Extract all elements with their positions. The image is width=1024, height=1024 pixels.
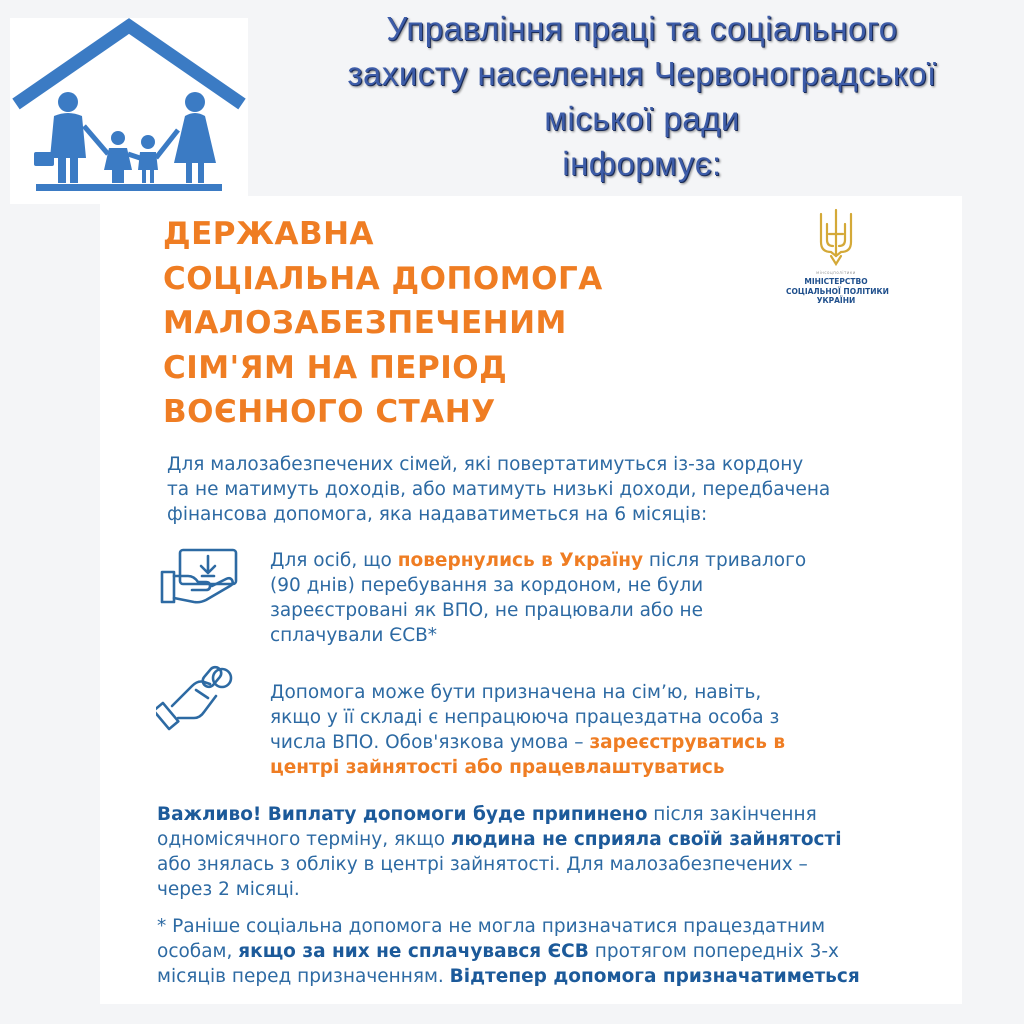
header-line: захисту населення Червоноградської <box>347 55 937 92</box>
title-line: ДЕРЖАВНА <box>163 216 375 252</box>
important-text: одномісячного терміну, якщо <box>157 829 451 850</box>
item1-line: зареєстровані як ВПО, не працювали або не <box>270 600 704 621</box>
organization-logo <box>10 18 248 204</box>
important-line: або знялась з обліку в центрі зайнятості. Для малозабезпечених – <box>157 854 808 875</box>
ministry-logo <box>786 206 889 306</box>
title-line: СІМ'ЯМ НА ПЕРІОД <box>163 349 508 386</box>
item2-highlight: центрі зайнятості або працевлаштуватись <box>270 757 725 778</box>
footnote-text: протягом попередніх 3-х <box>588 941 839 962</box>
important-note <box>157 802 947 902</box>
header-title <box>292 6 992 186</box>
item1-text: після тривалого <box>643 550 807 571</box>
title-line: СОЦІАЛЬНА ДОПОМОГА <box>163 260 603 297</box>
item1-text: Для осіб, що <box>270 550 398 571</box>
header-line: міської ради <box>544 100 740 137</box>
footnote-bold: якщо за них не сплачувався ЄСВ <box>238 941 589 962</box>
intro-line: та не матимуть доходів, або матимуть низькі доходи, передбачена <box>167 479 831 500</box>
hand-money-icon <box>158 546 242 612</box>
header-line: інформує: <box>562 145 722 182</box>
ministry-name-line: СОЦІАЛЬНОЇ ПОЛІТИКИ <box>786 286 889 296</box>
item1-line: сплачували ЄСВ* <box>270 625 438 646</box>
item-family-assistance <box>270 680 950 780</box>
important-bold: Важливо! Виплату допомоги буде припинено <box>157 804 648 825</box>
item2-line: Допомога може бути призначена на сім’ю, навіть, <box>270 682 762 703</box>
item-returned-persons <box>270 548 920 648</box>
info-card <box>100 196 962 1004</box>
title-line: МАЛОЗАБЕЗПЕЧЕНИМ <box>163 305 567 341</box>
ministry-name-line: МІНІСТЕРСТВО <box>804 277 868 286</box>
footnote-bold: Відтепер допомога призначатиметься <box>449 966 860 987</box>
item1-highlight: повернулись в Україну <box>397 550 644 571</box>
important-bold: людина не сприяла своїй зайнятості <box>450 829 842 850</box>
item2-line: якщо у її складі є непрацююча працездатна особа з <box>270 707 780 728</box>
item2-text: числа ВПО. Обов'язкова умова – <box>270 732 590 753</box>
intro-line: фінансова допомога, яка надаватиметься на 6 місяців: <box>167 504 708 525</box>
house-family-icon <box>10 18 248 204</box>
trident-emblem-icon <box>813 206 859 268</box>
ministry-name <box>786 277 889 306</box>
hand-coin-icon <box>156 660 238 732</box>
footnote-text: місяців перед призначенням. <box>157 966 450 987</box>
important-line: через 2 місяці. <box>157 879 300 900</box>
ministry-small-text: мінсоцполітики <box>816 270 856 275</box>
header-line: Управління праці та соціального <box>386 10 898 47</box>
ministry-name-line: УКРАЇНИ <box>816 296 856 305</box>
item1-line: (90 днів) перебування за кордоном, не були <box>270 575 704 596</box>
footnote-line: * Раніше соціальна допомога не могла призначатися працездатним <box>157 916 826 937</box>
intro-paragraph <box>167 452 947 527</box>
main-title <box>163 212 723 435</box>
intro-line: Для малозабезпечених сімей, які повертатимуться із-за кордону <box>167 454 804 475</box>
title-line: ВОЄННОГО СТАНУ <box>163 394 496 430</box>
footnote-text: особам, <box>157 941 239 962</box>
item2-highlight: зареєструватись в <box>589 732 786 753</box>
important-text: після закінчення <box>647 804 817 825</box>
footnote <box>157 914 947 989</box>
